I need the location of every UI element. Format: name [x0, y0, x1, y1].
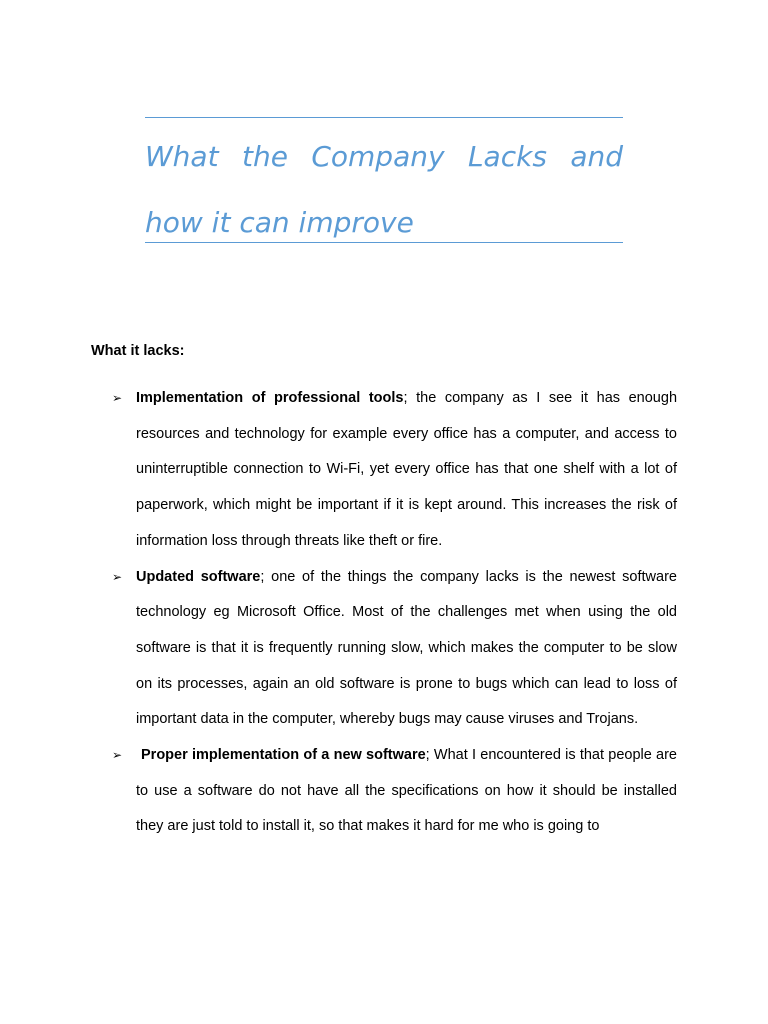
bullet-title: Proper implementation of a new software [141, 747, 426, 764]
title-block [145, 117, 623, 243]
bullet-item [0, 381, 677, 560]
bullet-text: ; the company as I see it has enough resources and technology for example every office has a computer, and access to uninterruptible connection to Wi-Fi, yet every office has that one shelf with a lot of paperwork, which might be important if it is kept around. This increases the risk of information loss through threats like theft or fire. [136, 390, 678, 549]
bullet-item [0, 738, 677, 845]
arrow-bullet-icon: ➢ [112, 391, 123, 405]
arrow-bullet-icon: ➢ [112, 569, 123, 584]
arrow-bullet-icon: ➢ [112, 748, 123, 763]
document-title: What the Company Lacks and how it can improve [145, 140, 623, 239]
bullet-item [0, 560, 677, 739]
section-heading: What it lacks: [91, 343, 185, 359]
bullet-title: Implementation of professional tools [136, 390, 404, 406]
bullet-text: ; one of the things the company lacks is the newest software technology eg Microsoft Office. Most of the challenges met when using the old software is that it is frequently running slow, which makes the computer to be slow on its processes, again an old software is prone to bugs which can lead to loss of important data in the computer, whereby bugs may cause viruses and Trojans. [136, 568, 677, 728]
bullet-text: ; What I encountered is that people are to use a software do not have all the specifications on how it should be installed they are just told to install it, so that makes it hard for me who is going to [136, 747, 677, 835]
bullet-list [0, 381, 768, 845]
bullet-title: Updated software [136, 568, 261, 585]
